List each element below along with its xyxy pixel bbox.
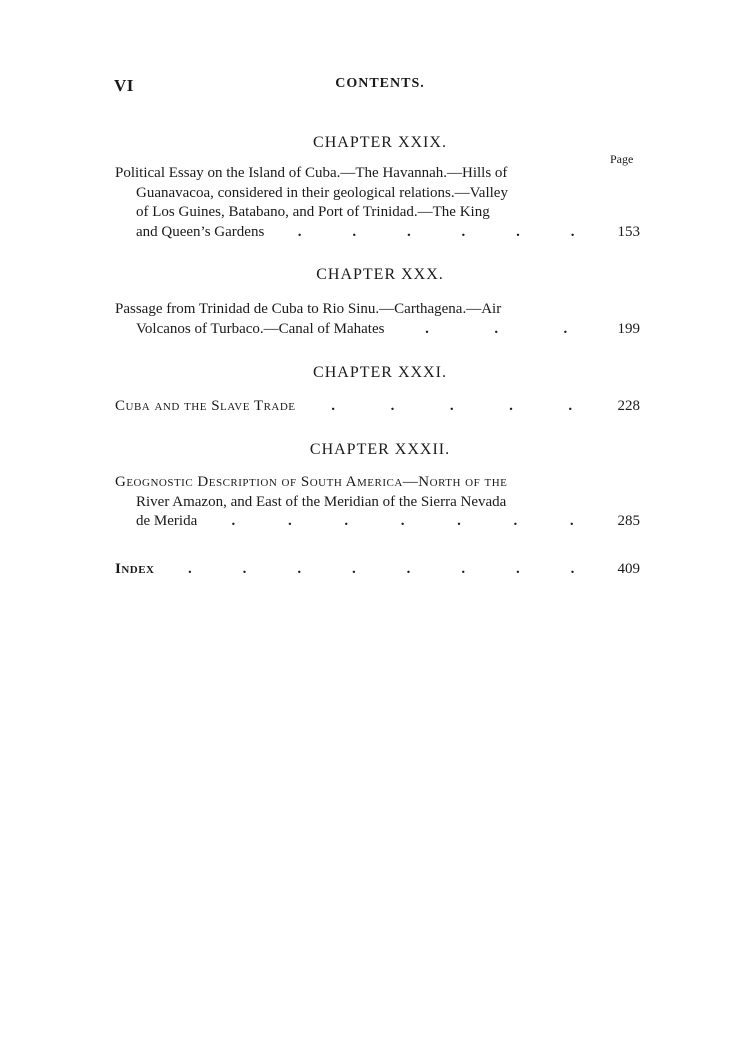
entry-line: Cuba and the Slave Trade	[115, 398, 296, 414]
index-label: Index	[115, 561, 155, 577]
running-title: CONTENTS.	[335, 76, 425, 91]
entry-line	[115, 473, 640, 493]
entry-line: Passage from Trinidad de Cuba to Rio Sinu.—Carthagena.—Air	[115, 301, 502, 317]
entry-line: Guanavacoa, considered in their geological relations.—Valley	[136, 184, 508, 201]
chapter-heading: CHAPTER XXX.	[316, 266, 444, 283]
entry-line: of Los Guines, Batabano, and Port of Trinidad.—The King	[136, 204, 490, 220]
index-entry	[115, 560, 640, 580]
entry-page-number: 199	[617, 320, 640, 337]
entry-page-number: 285	[617, 513, 640, 529]
toc-entry	[115, 397, 640, 417]
chapter-heading: CHAPTER XXXI.	[313, 364, 447, 381]
page-number: VI	[114, 76, 134, 95]
toc-entry	[115, 473, 640, 532]
entry-line-text: Geognostic Description of South America—North of the	[115, 474, 508, 490]
entry-last-line	[115, 512, 640, 532]
page-header	[0, 76, 750, 100]
toc-entry	[115, 300, 640, 339]
dot-leader: . . .	[425, 320, 568, 337]
entry-line: Volcanos of Turbaco.—Canal of Mahates	[136, 320, 385, 337]
dot-leader: . . . . . . . .	[187, 561, 575, 577]
entry-line: River Amazon, and East of the Meridian of the Sierra Nevada	[136, 493, 507, 510]
entry-line: Political Essay on the Island of Cuba.—The Havannah.—Hills of	[115, 165, 508, 181]
dot-leader: . . . . . . .	[231, 513, 574, 529]
entry-page-number: 228	[617, 398, 640, 414]
index-page-number: 409	[617, 561, 640, 577]
chapter-heading: CHAPTER XXXII.	[309, 441, 451, 458]
dot-leader: . . . . .	[331, 398, 573, 414]
entry-last-line	[115, 223, 640, 243]
entry-page-number: 153	[617, 223, 640, 240]
toc-entry	[115, 164, 640, 242]
page-column-label: Page	[610, 152, 634, 166]
entry-last-line	[115, 320, 640, 340]
entry-line: de Merida	[136, 513, 198, 529]
entry-line: and Queen’s Gardens	[136, 223, 265, 240]
entry-last-line	[115, 397, 640, 417]
chapter-heading: CHAPTER XXIX.	[313, 134, 447, 151]
dot-leader: . . . . . .	[297, 223, 575, 240]
entry-last-line	[115, 560, 640, 580]
